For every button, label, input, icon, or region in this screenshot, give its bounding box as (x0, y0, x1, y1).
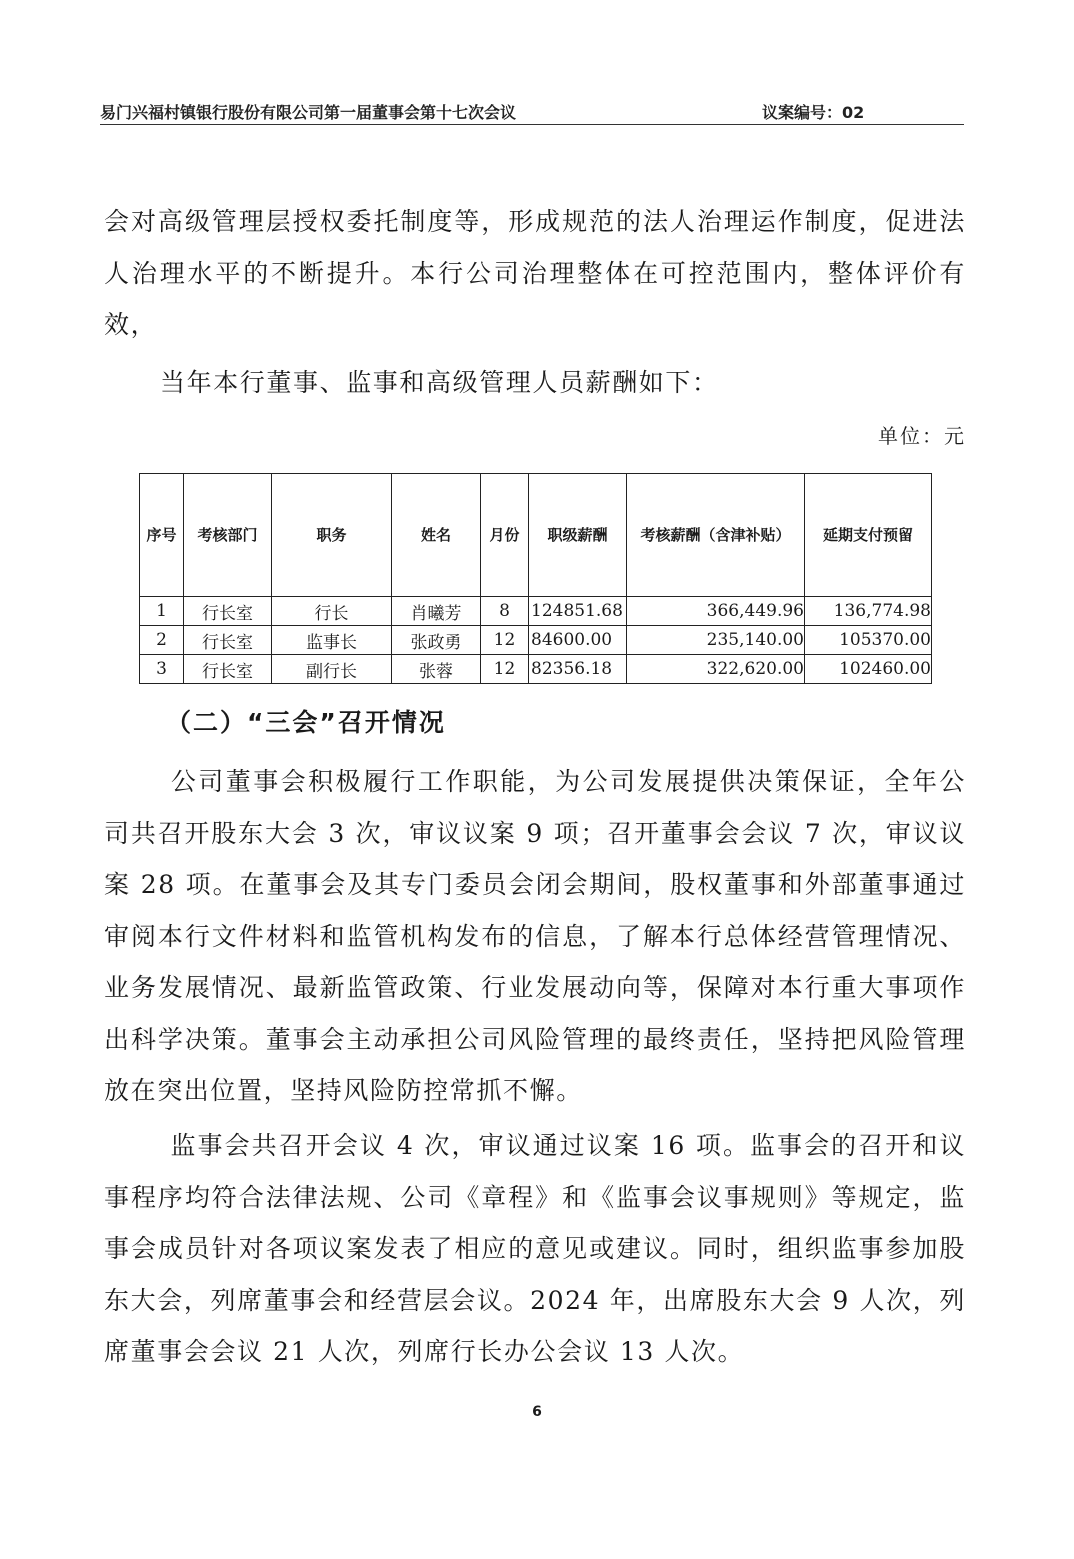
paragraph-supervisory-board (104, 1120, 966, 1378)
header-cell-name: 姓名 (392, 474, 481, 597)
paragraph-supervisory-text: 监事会共召开会议 4 次，审议通过议案 16 项。监事会的召开和议事程序均符合法律法规、公司《章程》和《监事会议事规则》等规定，监事会成员针对各项议案发表了相应的意见或建议。同时，组织监事参加股东大会，列席董事会和经营层会议。2024 年，出席股东大会 9 人次，列席董事会会议 21 人次，列席行长办公会议 13 人次。 (104, 1131, 966, 1366)
header-cell-department: 考核部门 (184, 474, 272, 597)
table-row (140, 655, 932, 684)
header-cell-grade-salary: 职级薪酬 (529, 474, 627, 597)
cell-name: 肖曦芳 (392, 597, 481, 626)
salary-table (139, 473, 932, 684)
cell-name: 张政勇 (392, 626, 481, 655)
cell-deferred-payment: 105370.00 (805, 626, 932, 655)
cell-index: 2 (140, 626, 184, 655)
cell-deferred-payment: 102460.00 (805, 655, 932, 684)
cell-months: 8 (481, 597, 529, 626)
cell-index: 3 (140, 655, 184, 684)
cell-position: 监事长 (272, 626, 392, 655)
cell-assessment-salary: 322,620.00 (627, 655, 805, 684)
paragraph-salary-intro: 当年本行董事、监事和高级管理人员薪酬如下： (160, 368, 719, 397)
header-cell-assessment-salary: 考核薪酬（含津补贴） (627, 474, 805, 597)
paragraph-board-text: 公司董事会积极履行工作职能，为公司发展提供决策保证，全年公司共召开股东大会 3 次，审议议案 9 项；召开董事会会议 7 次，审议议案 28 项。在董事会及其专门委员会闭会期间，股权董事和外部董事通过审阅本行文件材料和监管机构发布的信息，了解本行总体经营管理情况、业务发展情况、最新监管政策、行业发展动向等，保障对本行重大事项作出科学决策。董事会主动承担公司风险管理的最终责任，坚持把风险管理放在突出位置，坚持风险防控常抓不懈。 (104, 767, 966, 1105)
cell-position: 副行长 (272, 655, 392, 684)
table-row (140, 626, 932, 655)
cell-index: 1 (140, 597, 184, 626)
cell-grade-salary: 84600.00 (529, 626, 627, 655)
cell-grade-salary: 82356.18 (529, 655, 627, 684)
cell-months: 12 (481, 655, 529, 684)
table-row (140, 597, 932, 626)
cell-grade-salary: 124851.68 (529, 597, 627, 626)
cell-department: 行长室 (184, 597, 272, 626)
unit-label: 单位：元 (878, 424, 966, 448)
cell-position: 行长 (272, 597, 392, 626)
cell-name: 张蓉 (392, 655, 481, 684)
cell-deferred-payment: 136,774.98 (805, 597, 932, 626)
proposal-number: 议案编号：02 (762, 103, 865, 122)
header-cell-deferred-payment: 延期支付预留 (805, 474, 932, 597)
cell-department: 行长室 (184, 626, 272, 655)
page-header (100, 96, 964, 125)
header-cell-position: 职务 (272, 474, 392, 597)
cell-department: 行长室 (184, 655, 272, 684)
section-title: （二）“三会”召开情况 (166, 708, 446, 737)
paragraph-governance: 会对高级管理层授权委托制度等，形成规范的法人治理运作制度，促进法人治理水平的不断提升。本行公司治理整体在可控范围内，整体评价有效， (104, 207, 966, 339)
table-header-row (140, 474, 932, 597)
meeting-title: 易门兴福村镇银行股份有限公司第一届董事会第十七次会议 (100, 103, 517, 122)
cell-assessment-salary: 235,140.00 (627, 626, 805, 655)
page-number: 6 (532, 1404, 542, 1420)
header-cell-index: 序号 (140, 474, 184, 597)
cell-months: 12 (481, 626, 529, 655)
paragraph-board (104, 756, 966, 1117)
cell-assessment-salary: 366,449.96 (627, 597, 805, 626)
header-cell-months: 月份 (481, 474, 529, 597)
